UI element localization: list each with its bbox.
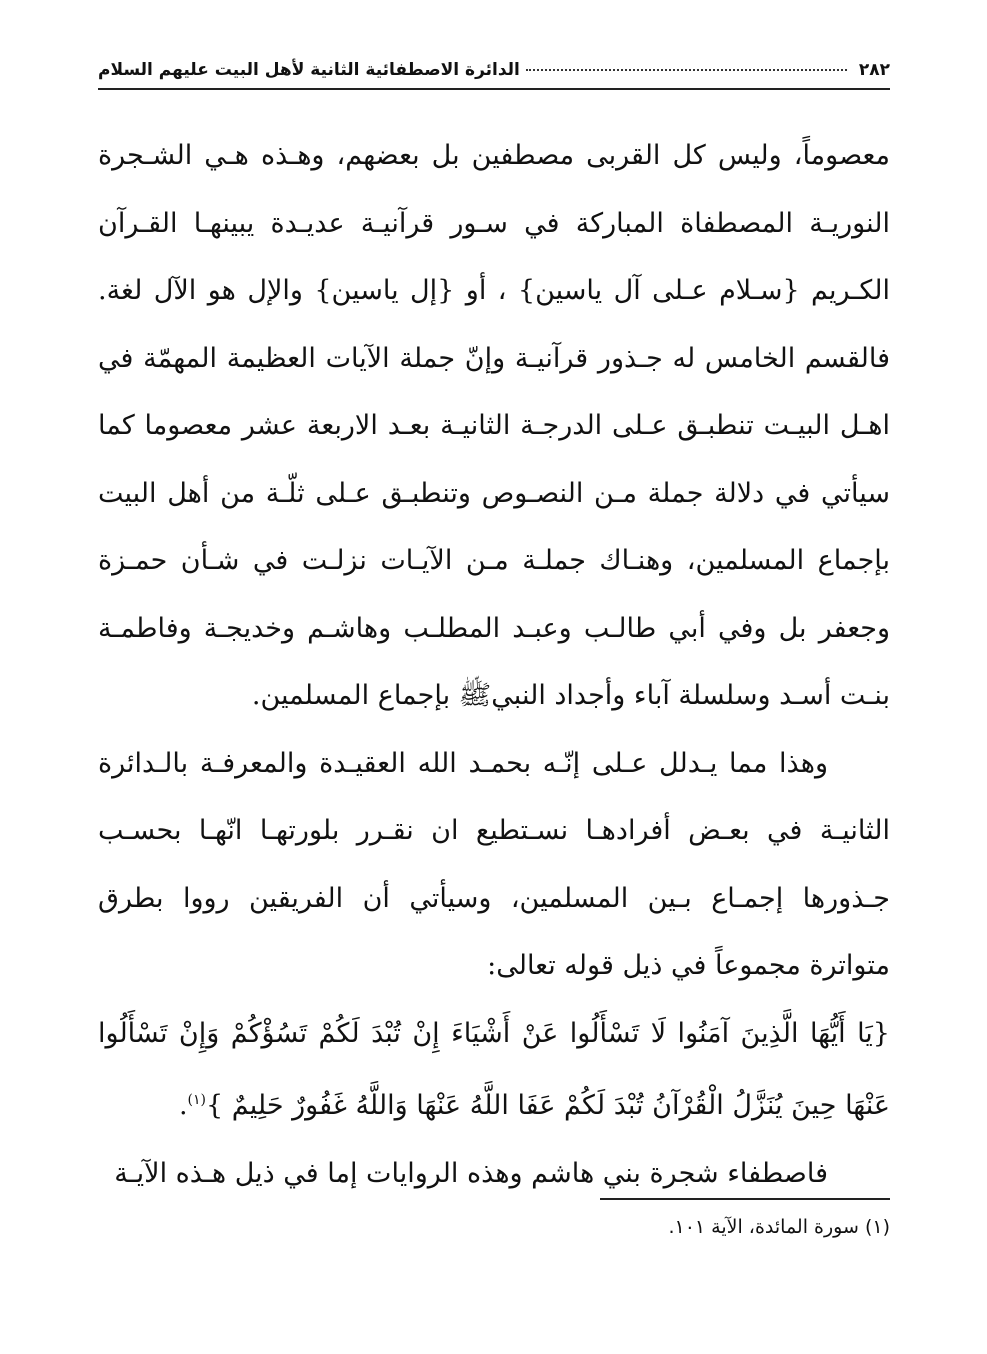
verse-text: {يَا أَيُّهَا الَّذِينَ آمَنُوا لَا تَسْأَلُوا عَنْ أَشْيَاءَ إِنْ تُبْدَ لَكُمْ تَسُؤْكُمْ وَإِنْ تَسْأَلُوا عَنْهَا حِينَ يُنَزَّلُ الْقُرْآنُ تُبْدَ لَكُمْ عَفَا اللَّهُ عَنْهَا وَاللَّهُ غَفُورٌ حَلِيمٌ }: [98, 1017, 890, 1121]
quran-verse: [98, 1000, 890, 1140]
footnote-separator: [600, 1198, 890, 1200]
main-body-text: [98, 122, 890, 1207]
footnote: (١) سورة المائدة، الآية ١٠١.: [668, 1216, 890, 1238]
footnote-marker: (١): [187, 1092, 207, 1108]
running-header: [98, 52, 890, 90]
paragraph-1: معصوماً، وليس كل القربى مصطفين بل بعضهم، وهـذه هـي الشـجرة النوريـة المصطفاة المباركة في سـور قرآنيـة عديـدة يبينهـا القـرآن الكـريم {سـلام عـلى آل ياسين} ، أو {إل ياسين} والإل هو الآل لغة. فالقسم الخامس له جـذور قرآنيـة وإنّ جملة الآيات العظيمة المهمّة في اهـل البيـت تنطبـق عـلى الدرجـة الثانيـة بعـد الاربعة عشر معصوما كما سيأتي في دلالة جملة مـن النصـوص وتنطبـق عـلى ثلّـة من أهل البيت بإجماع المسلمين، وهنـاك جملـة مـن الآيـات نزلـت في شـأن حمـزة وجعفر بل وفي أبي طالـب وعبـد المطلـب وهاشـم وخديجـة وفاطمـة بنـت أسـد وسلسلة آباء وأجداد النبيﷺ بإجماع المسلمين.: [98, 140, 890, 711]
verse-end: .: [178, 1090, 188, 1121]
header-dotted-leader: [526, 69, 847, 71]
page-number: ٢٨٢: [858, 60, 890, 80]
paragraph-3: فاصطفاء شجرة بني هاشم وهذه الروايات إما في ذيل هـذه الآيـة: [114, 1157, 828, 1189]
paragraph-2: وهذا مما يـدلل عـلى إنّـه بحمـد الله العقيـدة والمعرفـة بالـدائرة الثانيـة في بعـض أفرادهـا نسـتطيع ان نقـرر بلورتهـا انّهـا بحسـب جـذورها إجمـاع بـين المسلمين، وسيأتي أن الفريقين رووا بطرق متواترة مجموعاً في ذيل قوله تعالى:: [98, 747, 890, 981]
running-title: الدائرة الاصطفائية الثانية لأهل البيت عليهم السلام: [98, 60, 520, 80]
